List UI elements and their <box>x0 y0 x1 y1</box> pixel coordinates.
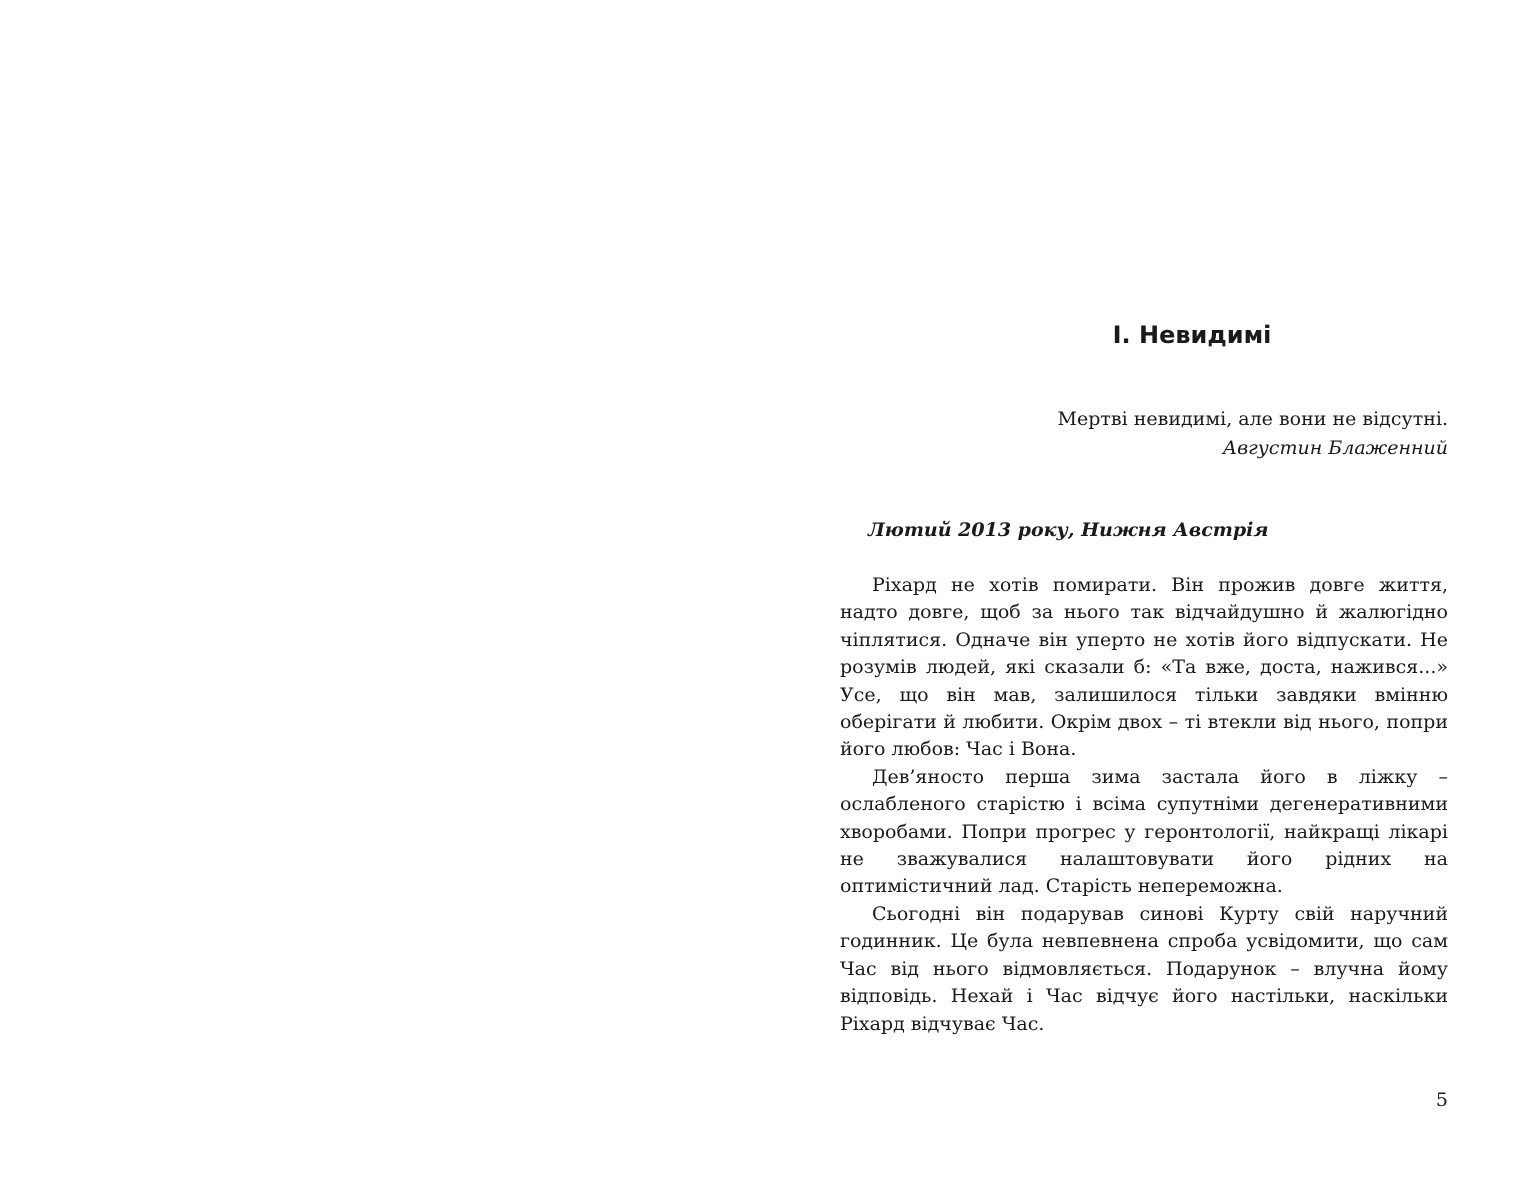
right-page <box>768 0 1536 1182</box>
paragraph: Ріхард не хотів помирати. Він прожив довге життя, надто довге, щоб за нього так відчайдушно й жалюгідно чіплятися. Одначе він уперто не хотів його відпускати. Не розумів людей, які сказали б: «Та вже, доста, нажився...» Усе, що він мав, залишилося тільки завдяки вмінню оберігати й любити. Окрім двох – ті втекли від нього, попри його любов: Час і Вона. <box>840 574 1448 761</box>
dateline: Лютий 2013 року, Нижня Австрія <box>868 519 1269 541</box>
page-number: 5 <box>1435 1089 1448 1111</box>
epigraph-author: Августин Блаженний <box>1222 437 1448 459</box>
body-text <box>840 572 1448 1038</box>
paragraph: Сьогодні він подарував синові Курту свій наручний годинник. Це була невпевнена спроба усвідомити, що сам Час від нього відмовляється. Подарунок – влучна йому відповідь. Нехай і Час відчує його настільки, наскільки Ріхард відчуває Час. <box>840 902 1448 1035</box>
chapter-title: І. Невидимі <box>1112 321 1272 349</box>
paragraph: Дев’яносто перша зима застала його в ліжку – ослабленого старістю і всіма супутніми дегенеративними хворобами. Попри прогрес у геронтології, найкращі лікарі не зважувалися налаштовувати його рідних на оптимістичний лад. Старість непереможна. <box>840 765 1448 898</box>
epigraph <box>840 405 1448 463</box>
epigraph-quote: Мертві невидимі, але вони не відсутні. <box>1057 408 1448 430</box>
